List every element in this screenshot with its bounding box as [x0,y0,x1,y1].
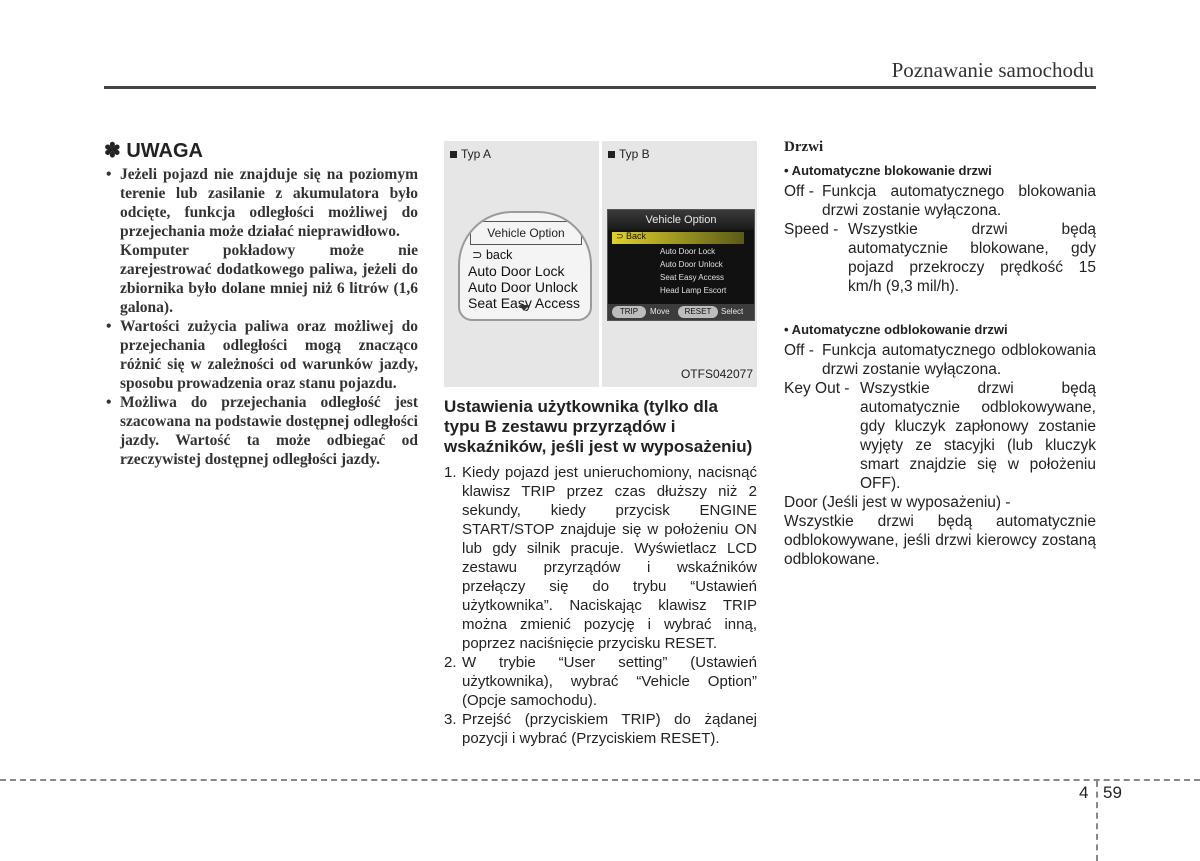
step-number: 2. [444,654,457,671]
display-b-item: Auto Door Lock [660,247,716,256]
option-unlock-keyout [784,379,1096,493]
auto-unlock-title: • Automatyczne odblokowanie drzwi [784,322,1008,337]
footer-vertical-dashed-line [1096,781,1098,861]
doors-title: Drzwi [784,139,824,155]
warning-item-text: • Jeżeli pojazd nie znajduje się na poziomym terenie lub zasilanie z akumulatora było odcięte, funkcja odległości możliwej do przejechania może działać nieprawidłowo. [120,166,418,240]
arrow-down-icon [519,305,529,311]
display-b-item: Head Lamp Escort [660,286,727,295]
footer-dashed-line [0,779,1200,781]
step-text: Przejść (przyciskiem TRIP) do żądanej pozycji i wybrać (Przyciskiem RESET). [462,711,757,747]
section-title: Ustawienia użytkownika (tylko dla typu B zestawu przyrządów i wskaźników, jeśli jest w wyposażeniu) [444,397,753,456]
option-key: Speed - [784,221,839,238]
option-value: Wszystkie drzwi będą automatycznie odblokowywane, gdy kluczyk zapłonowy zostanie wyjęty ze stacyjki (lub kluczyk smart znajdzie się w położeniu OFF). [860,380,1096,492]
option-value: Funkcja automatycznego blokowania drzwi zostanie wyłączona. [822,183,1096,219]
reset-button-graphic: RESET [678,306,718,318]
move-label: Move [650,307,670,316]
display-b-item: Auto Door Unlock [660,260,723,269]
step-item [444,710,757,748]
display-a-row: Auto Door Unlock [468,279,578,295]
page-header-title: Poznawanie samochodu [891,58,1094,82]
display-a-row: Auto Door Lock [468,263,565,279]
warning-item [104,165,418,317]
display-type-a [458,211,592,321]
auto-lock-title: • Automatyczne blokowanie drzwi [784,163,992,178]
step-number: 3. [444,711,457,728]
square-bullet-icon [450,151,457,158]
display-a-header: Vehicle Option [470,221,582,245]
figure-code: OTFS042077 [680,367,753,381]
display-b-button-bar [608,304,754,320]
step-item [444,463,757,653]
page-number: 59 [1103,783,1122,802]
option-key: Off - [784,342,814,359]
warning-item-text: • Wartości zużycia paliwa oraz możliwej do przejechania odległości mogą znacząco różnić się w zależności od warunków jazdy, sposobu prowadzenia oraz stanu pojazdu. [120,318,418,392]
doors-section [784,138,1096,569]
option-unlock-off [784,341,1096,379]
header-rule [104,86,1096,89]
option-value: Wszystkie drzwi będą automatycznie blokowane, gdy pojazd przekroczy prędkość 15 km/h (9,3 mil/h). [848,221,1096,295]
user-settings-section [444,397,757,748]
trip-button-graphic: TRIP [612,306,646,318]
door-option-label: Door (Jeśli jest w wyposażeniu) - [784,494,1011,511]
spacer [784,296,1096,320]
option-lock-speed [784,220,1096,296]
step-text: W trybie “User setting” (Ustawień użytkownika), wybrać “Vehicle Option” (Opcje samochodu). [462,654,757,709]
display-a-row: ⊃ back [472,248,513,262]
step-number: 1. [444,464,457,481]
panel-a-label [450,147,491,161]
warning-list [104,165,418,469]
square-bullet-icon [608,151,615,158]
option-key: Key Out - [784,380,850,397]
display-b-selected-text: ⊃ Back [616,231,647,241]
warning-item-extra: Komputer pokładowy może nie zarejestrować dodatkowego paliwa, jeżeli do zbiornika było dolane mniej niż 6 litrów (1,6 galona). [120,242,418,316]
display-b-header: Vehicle Option [608,210,754,230]
warning-item [104,317,418,393]
display-type-b [607,209,755,321]
step-text: Kiedy pojazd jest unieruchomiony, nacisnąć klawisz TRIP przez czas dłuższy niż 2 sekundy, kiedy przycisk ENGINE START/STOP znajduje się w położeniu ON lub gdy silnik pracuje. Wyświetlacz LCD zestawu przyrządów i wskaźników przełączy się do trybu “Ustawień użytkownika”. Naciskając klawisz TRIP można zmienić pozycję i wybrać inną, poprzez naciśnięcie przycisku RESET. [462,464,757,652]
warning-item [104,393,418,469]
warning-title: ✽ UWAGA [104,140,203,162]
warning-box [104,138,418,469]
panel-a-label-text: Typ A [461,147,492,161]
panel-b-label-text: Typ B [619,147,650,161]
door-option-text: Wszystkie drzwi będą automatycznie odblokowywane, jeśli drzwi kierowcy zostaną odblokowane. [784,513,1096,568]
display-a-row: Seat Easy Access [468,295,581,311]
option-key: Off - [784,183,814,200]
display-b-item: Seat Easy Access [660,273,725,282]
display-figure [444,141,757,387]
display-b-selected-row [612,232,744,244]
warning-item-text: • Możliwa do przejechania odległość jest szacowana na podstawie dostępnej odległości jazdy. Wartość ta może odbiegać od rzeczywistej dostępnej odległości jazdy. [120,394,418,468]
steps-list [444,463,757,748]
panel-b-label [608,147,650,161]
chapter-number: 4 [1079,783,1089,802]
step-item [444,653,757,710]
option-value: Funkcja automatycznego odblokowania drzwi zostanie wyłączona. [822,342,1096,378]
select-label: Select [721,307,744,316]
option-lock-off [784,182,1096,220]
panel-type-b [602,141,757,387]
panel-type-a [444,141,599,387]
